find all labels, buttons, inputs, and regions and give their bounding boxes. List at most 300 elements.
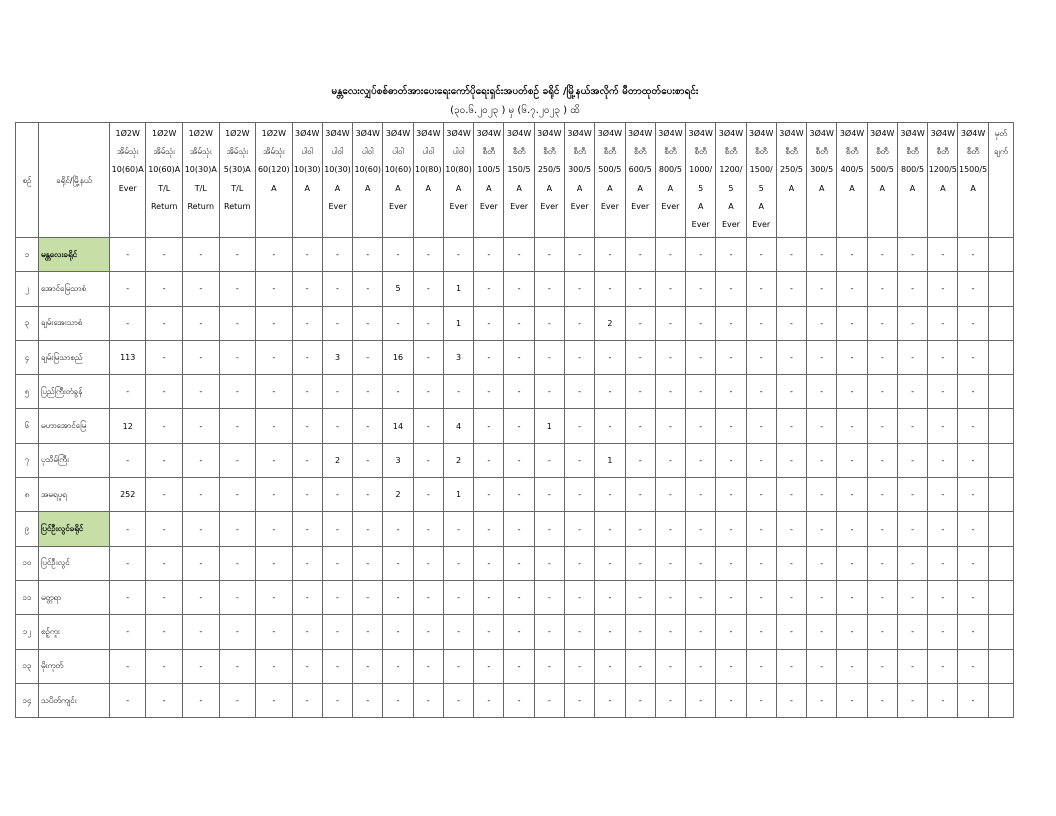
- table-cell: -: [655, 546, 685, 580]
- table-row: [16, 443, 1014, 477]
- table-cell: -: [146, 683, 183, 717]
- table-cell: -: [256, 340, 293, 374]
- table-cell: -: [109, 238, 146, 272]
- header-line: ပါဝါ: [422, 147, 435, 157]
- table-cell: -: [443, 615, 473, 649]
- table-cell: -: [837, 512, 867, 546]
- table-cell: -: [564, 478, 594, 512]
- table-cell: -: [219, 375, 256, 409]
- table-cell: -: [867, 443, 897, 477]
- table-cell: -: [958, 615, 988, 649]
- header-line: အိမ်သုံး: [226, 147, 249, 157]
- table-cell: -: [474, 340, 504, 374]
- table-cell: -: [413, 238, 443, 272]
- table-cell: -: [928, 272, 958, 306]
- table-cell: -: [837, 306, 867, 340]
- header-line: 10(30)A: [184, 165, 217, 175]
- header-line: ပါဝါ: [452, 147, 465, 157]
- header-line: စီတီ: [936, 147, 949, 157]
- header-line: A: [365, 183, 371, 193]
- header-line: 100/5: [477, 165, 501, 175]
- table-cell: -: [534, 580, 564, 614]
- table-cell: -: [746, 546, 776, 580]
- table-cell: -: [958, 649, 988, 683]
- remark-cell: [988, 409, 1013, 443]
- header-line: စီတီ: [966, 147, 980, 157]
- table-cell: -: [474, 443, 504, 477]
- table-cell: -: [183, 683, 220, 717]
- table-cell: -: [534, 683, 564, 717]
- header-line: A: [271, 183, 277, 193]
- header-line: စီတီ: [815, 147, 828, 157]
- header-line: 10(30): [293, 165, 321, 175]
- table-cell: -: [413, 546, 443, 580]
- table-cell: -: [716, 546, 746, 580]
- table-cell: -: [256, 615, 293, 649]
- table-cell: -: [183, 443, 220, 477]
- table-cell: -: [443, 238, 473, 272]
- table-cell: -: [474, 238, 504, 272]
- table-cell: -: [897, 512, 927, 546]
- table-cell: -: [534, 238, 564, 272]
- table-cell: -: [897, 683, 927, 717]
- table-cell: 14: [383, 409, 413, 443]
- table-cell: -: [595, 683, 625, 717]
- header-line: 1Ø2W: [188, 129, 213, 138]
- header-line: 3Ø4W: [476, 129, 502, 138]
- header-col-20: [716, 123, 746, 238]
- header-line: Ever: [600, 201, 619, 211]
- table-cell: -: [183, 340, 220, 374]
- table-cell: -: [867, 478, 897, 512]
- table-row: [16, 478, 1014, 512]
- table-cell: -: [716, 615, 746, 649]
- header-line: 600/5: [628, 165, 652, 175]
- table-cell: -: [807, 683, 837, 717]
- table-cell: -: [383, 238, 413, 272]
- header-line: စီတီ: [482, 147, 495, 157]
- table-cell: -: [322, 546, 352, 580]
- table-cell: -: [413, 649, 443, 683]
- table-cell: -: [867, 340, 897, 374]
- table-cell: -: [474, 478, 504, 512]
- table-cell: -: [443, 683, 473, 717]
- header-line: 500/5: [870, 165, 894, 175]
- table-cell: -: [146, 238, 183, 272]
- header-col-11: [443, 123, 473, 238]
- table-cell: -: [504, 615, 534, 649]
- header-line: အိမ်သုံး: [189, 147, 212, 157]
- table-cell: -: [256, 683, 293, 717]
- table-cell: -: [504, 478, 534, 512]
- table-cell: -: [109, 443, 146, 477]
- table-cell: -: [807, 340, 837, 374]
- table-cell: -: [655, 580, 685, 614]
- remark-cell: [988, 238, 1013, 272]
- table-cell: -: [867, 683, 897, 717]
- table-cell: -: [564, 649, 594, 683]
- table-cell: -: [625, 683, 655, 717]
- table-cell: -: [474, 375, 504, 409]
- table-cell: -: [655, 443, 685, 477]
- table-cell: -: [867, 580, 897, 614]
- table-cell: -: [686, 409, 716, 443]
- table-cell: -: [413, 478, 443, 512]
- table-cell: -: [958, 375, 988, 409]
- table-cell: -: [807, 272, 837, 306]
- table-cell: -: [322, 615, 352, 649]
- table-cell: -: [595, 340, 625, 374]
- table-cell: -: [109, 580, 146, 614]
- table-cell: 252: [109, 478, 146, 512]
- table-cell: -: [837, 375, 867, 409]
- table-cell: -: [625, 615, 655, 649]
- header-line: 1Ø2W: [115, 129, 140, 138]
- header-line: A: [909, 183, 916, 193]
- table-cell: -: [928, 238, 958, 272]
- table-cell: -: [746, 649, 776, 683]
- row-number: ၉: [16, 512, 39, 546]
- table-cell: -: [413, 512, 443, 546]
- table-cell: -: [625, 512, 655, 546]
- table-cell: 1: [534, 409, 564, 443]
- table-cell: -: [716, 512, 746, 546]
- table-cell: -: [716, 375, 746, 409]
- table-cell: -: [504, 649, 534, 683]
- table-cell: -: [928, 340, 958, 374]
- header-line: Ever: [449, 201, 468, 211]
- table-cell: -: [958, 683, 988, 717]
- table-cell: -: [534, 443, 564, 477]
- remark-cell: [988, 375, 1013, 409]
- table-cell: -: [504, 375, 534, 409]
- table-cell: -: [504, 238, 534, 272]
- header-line: 3Ø4W: [900, 129, 925, 138]
- table-cell: -: [625, 580, 655, 614]
- table-cell: -: [322, 238, 352, 272]
- table-cell: 12: [109, 409, 146, 443]
- row-name: မိုးကုတ်: [38, 649, 109, 683]
- table-cell: -: [625, 340, 655, 374]
- header-line: 3Ø4W: [688, 129, 713, 138]
- table-row: [16, 683, 1014, 717]
- table-cell: -: [595, 580, 625, 614]
- table-cell: -: [383, 512, 413, 546]
- table-cell: 4: [443, 409, 473, 443]
- header-line: 10(60): [354, 165, 382, 175]
- table-cell: -: [837, 478, 867, 512]
- table-cell: -: [383, 375, 413, 409]
- table-cell: -: [353, 409, 383, 443]
- header-col-13: [504, 123, 534, 238]
- header-line: 300/5: [810, 165, 834, 175]
- table-cell: -: [383, 615, 413, 649]
- table-cell: -: [353, 615, 383, 649]
- table-cell: -: [746, 272, 776, 306]
- table-cell: -: [716, 306, 746, 340]
- row-name: ပုသိမ်ကြီး: [38, 443, 109, 477]
- header-line: စီတီ: [603, 147, 617, 157]
- table-cell: -: [686, 375, 716, 409]
- table-cell: -: [534, 272, 564, 306]
- table-cell: -: [776, 615, 806, 649]
- remark-cell: [988, 546, 1013, 580]
- table-cell: -: [353, 375, 383, 409]
- table-cell: -: [897, 478, 927, 512]
- table-cell: -: [443, 546, 473, 580]
- table-cell: -: [219, 615, 256, 649]
- header-line: Ever: [721, 220, 740, 230]
- table-cell: -: [958, 546, 988, 580]
- table-cell: -: [928, 409, 958, 443]
- table-cell: -: [256, 272, 293, 306]
- table-cell: -: [413, 272, 443, 306]
- table-cell: -: [746, 615, 776, 649]
- table-cell: -: [716, 340, 746, 374]
- table-cell: -: [655, 478, 685, 512]
- table-cell: 113: [109, 340, 146, 374]
- header-line: Ever: [510, 201, 529, 211]
- table-cell: -: [655, 375, 685, 409]
- row-name: ချမ်းမြသာစည်: [38, 340, 109, 374]
- table-cell: -: [322, 512, 352, 546]
- header-line: A: [697, 201, 704, 211]
- table-cell: -: [474, 683, 504, 717]
- table-cell: -: [292, 683, 322, 717]
- header-col-14: [534, 123, 564, 238]
- table-cell: -: [776, 238, 806, 272]
- table-cell: -: [867, 546, 897, 580]
- table-cell: -: [686, 649, 716, 683]
- table-cell: -: [746, 238, 776, 272]
- table-cell: -: [109, 306, 146, 340]
- table-cell: -: [256, 580, 293, 614]
- table-cell: -: [686, 683, 716, 717]
- header-line: 1000/: [689, 165, 713, 175]
- table-cell: -: [353, 340, 383, 374]
- row-number: ၆: [16, 409, 39, 443]
- table-cell: -: [625, 409, 655, 443]
- table-cell: -: [219, 340, 256, 374]
- table-cell: -: [353, 649, 383, 683]
- table-cell: -: [219, 238, 256, 272]
- table-cell: -: [443, 649, 473, 683]
- table-cell: -: [776, 409, 806, 443]
- table-cell: -: [595, 409, 625, 443]
- table-cell: -: [807, 478, 837, 512]
- header-col-28: [958, 123, 988, 238]
- header-name: ခရိုင်/မြို့နယ်: [38, 123, 109, 238]
- table-cell: -: [625, 375, 655, 409]
- table-cell: -: [837, 272, 867, 306]
- table-cell: -: [109, 375, 146, 409]
- row-number: ၁၀: [16, 546, 39, 580]
- table-cell: -: [716, 649, 746, 683]
- table-cell: -: [776, 512, 806, 546]
- table-cell: -: [776, 375, 806, 409]
- table-cell: -: [897, 409, 927, 443]
- row-name: မတ္တရာ: [38, 580, 109, 614]
- table-cell: -: [504, 580, 534, 614]
- table-cell: -: [256, 512, 293, 546]
- table-cell: -: [219, 512, 256, 546]
- header-line: A: [395, 183, 401, 193]
- header-line: 300/5: [568, 165, 592, 175]
- remark-cell: [988, 615, 1013, 649]
- header-line: 3Ø4W: [930, 129, 955, 138]
- header-line: A: [667, 183, 674, 193]
- header-col-12: [474, 123, 504, 238]
- table-cell: -: [183, 478, 220, 512]
- table-cell: -: [353, 306, 383, 340]
- table-cell: -: [958, 340, 988, 374]
- table-cell: -: [928, 375, 958, 409]
- header-line: 1200/5: [928, 165, 957, 175]
- table-cell: -: [146, 409, 183, 443]
- table-cell: -: [146, 615, 183, 649]
- table-cell: -: [534, 306, 564, 340]
- table-cell: 5: [383, 272, 413, 306]
- header-line: Return: [224, 201, 251, 211]
- row-number: ၄: [16, 340, 39, 374]
- table-cell: -: [474, 580, 504, 614]
- table-cell: -: [219, 580, 256, 614]
- header-col-19: [686, 123, 716, 238]
- header-line: 3Ø4W: [416, 129, 441, 138]
- header-line: A: [819, 183, 825, 193]
- header-line: ချက်: [994, 147, 1008, 157]
- table-cell: -: [353, 683, 383, 717]
- table-cell: -: [625, 306, 655, 340]
- table-cell: -: [686, 272, 716, 306]
- header-col-1: [109, 123, 146, 238]
- table-cell: -: [958, 478, 988, 512]
- header-line: စီတီ: [724, 147, 738, 157]
- header-line: A: [546, 183, 553, 193]
- table-cell: -: [867, 409, 897, 443]
- header-line: 10(80): [445, 165, 472, 175]
- table-cell: -: [655, 340, 685, 374]
- table-cell: -: [504, 306, 534, 340]
- table-cell: -: [146, 546, 183, 580]
- header-line: A: [940, 183, 946, 193]
- header-line: စီတီ: [634, 147, 647, 157]
- header-line: 3Ø4W: [658, 129, 683, 138]
- header-col-27: [928, 123, 958, 238]
- header-line: စီတီ: [785, 147, 798, 157]
- table-cell: -: [353, 272, 383, 306]
- row-number: ၃: [16, 306, 39, 340]
- header-line: A: [334, 183, 341, 193]
- table-cell: -: [219, 649, 256, 683]
- header-line: A: [758, 201, 764, 211]
- remark-cell: [988, 683, 1013, 717]
- table-cell: -: [183, 238, 220, 272]
- table-cell: -: [958, 272, 988, 306]
- table-cell: -: [413, 340, 443, 374]
- table-cell: -: [564, 580, 594, 614]
- table-cell: -: [183, 306, 220, 340]
- table-cell: -: [807, 580, 837, 614]
- table-cell: -: [807, 443, 837, 477]
- table-cell: -: [958, 306, 988, 340]
- table-cell: -: [595, 546, 625, 580]
- table-cell: -: [958, 409, 988, 443]
- header-line: A: [637, 183, 643, 193]
- remark-cell: [988, 512, 1013, 546]
- header-col-18: [655, 123, 685, 238]
- table-cell: -: [625, 443, 655, 477]
- table-cell: 3: [443, 340, 473, 374]
- table-cell: -: [474, 546, 504, 580]
- table-cell: 16: [383, 340, 413, 374]
- table-cell: -: [413, 409, 443, 443]
- page-title: မန္တလေးလျှပ်စစ်ဓာတ်အားပေးရေးကော်ပိုရေးရှင်းအပတ်စဉ် ခရိုင် /မြို့နယ်အလိုက် မီတာထုတ်ပေးစာရင်း: [331, 86, 699, 97]
- row-number: ၈: [16, 478, 39, 512]
- table-cell: 3: [322, 340, 352, 374]
- table-cell: -: [564, 409, 594, 443]
- header-line: T/L: [194, 183, 207, 193]
- table-cell: -: [958, 512, 988, 546]
- table-cell: -: [928, 615, 958, 649]
- table-cell: -: [655, 683, 685, 717]
- table-cell: -: [837, 683, 867, 717]
- table-cell: -: [897, 580, 927, 614]
- header-row: [16, 123, 1014, 238]
- header-line: စီတီ: [755, 147, 768, 157]
- header-line: Ever: [540, 201, 559, 211]
- table-cell: -: [807, 512, 837, 546]
- table-cell: -: [837, 443, 867, 477]
- table-cell: -: [867, 306, 897, 340]
- table-cell: -: [256, 478, 293, 512]
- table-cell: -: [353, 512, 383, 546]
- table-cell: -: [897, 272, 927, 306]
- header-line: Ever: [328, 201, 347, 211]
- table-cell: -: [928, 649, 958, 683]
- header-col-7: [322, 123, 352, 238]
- table-cell: -: [322, 306, 352, 340]
- header-line: စီတီ: [694, 147, 707, 157]
- table-cell: -: [146, 340, 183, 374]
- table-cell: -: [564, 512, 594, 546]
- table-cell: -: [256, 443, 293, 477]
- table-cell: -: [897, 649, 927, 683]
- header-line: 10(80): [414, 165, 442, 175]
- header-line: 3Ø4W: [718, 129, 744, 138]
- header-line: A: [516, 183, 522, 193]
- table-cell: -: [322, 272, 352, 306]
- remark-cell: [988, 340, 1013, 374]
- table-cell: -: [383, 580, 413, 614]
- header-line: အိမ်သုံး: [153, 147, 176, 157]
- table-cell: -: [474, 512, 504, 546]
- table-cell: -: [109, 512, 146, 546]
- header-line: A: [849, 183, 855, 193]
- header-line: 3Ø4W: [325, 129, 350, 138]
- table-cell: -: [837, 580, 867, 614]
- table-cell: -: [686, 238, 716, 272]
- table-cell: -: [837, 649, 867, 683]
- header-line: မှတ်: [994, 129, 1008, 138]
- header-line: 10(60)A: [111, 165, 144, 175]
- table-cell: -: [146, 272, 183, 306]
- table-cell: -: [322, 683, 352, 717]
- table-cell: -: [776, 340, 806, 374]
- table-cell: -: [807, 306, 837, 340]
- table-cell: -: [443, 580, 473, 614]
- table-row: [16, 272, 1014, 306]
